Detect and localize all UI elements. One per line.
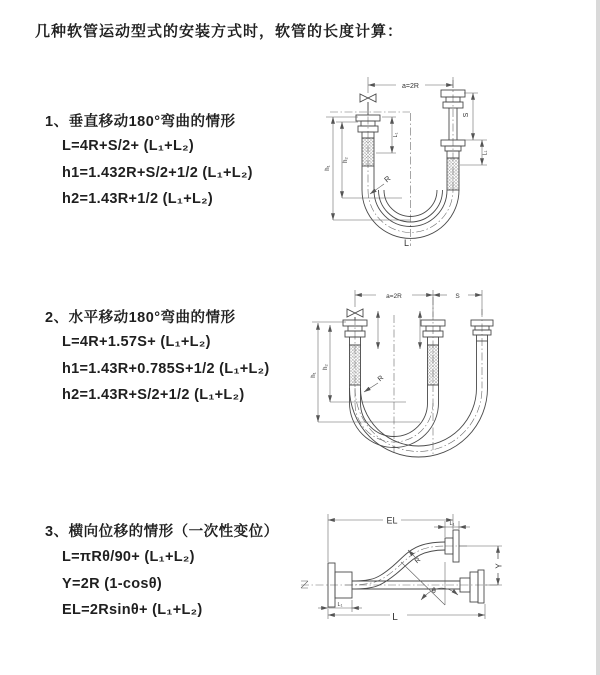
section-1-formula-l: L=4R+S/2+ (L₁+L₂)	[62, 138, 194, 154]
dim-label-h1: h₁	[325, 165, 331, 171]
section-3-formula-el: EL=2Rsinθ+ (L₁+L₂)	[62, 602, 203, 618]
centerlines	[355, 297, 482, 455]
diagram-2-horizontal-u-bend	[308, 283, 596, 478]
dim-label-r: R	[413, 556, 423, 566]
dimension-lines	[312, 290, 482, 422]
break-mark	[301, 581, 308, 588]
section-3-formula-y: Y=2R (1-cosθ)	[62, 576, 162, 592]
dim-label-h2: h₂	[323, 364, 329, 370]
dim-label-h1: h₁	[311, 372, 317, 378]
dim-label-l1-left: L₁	[337, 602, 343, 608]
dimension-lines	[318, 514, 502, 619]
dim-label-r: R	[382, 173, 393, 185]
section-1-heading: 1、垂直移动180°弯曲的情形	[45, 114, 236, 130]
dim-label-s: S	[463, 112, 470, 118]
u-bend-arcs	[350, 388, 488, 457]
page-title: 几种软管运动型式的安装方式时，软管的长度计算：	[35, 23, 404, 40]
scan-edge	[596, 0, 600, 675]
dim-label-r: R	[376, 374, 386, 384]
section-2-heading: 2、水平移动180°弯曲的情形	[45, 310, 236, 326]
angle-construction	[401, 550, 458, 605]
dim-label-l1-top: L₁	[449, 521, 455, 527]
section-2-formula-h2: h2=1.43R+S/2+1/2 (L₁+L₂)	[62, 387, 245, 403]
section-1-formula-h2: h2=1.43R+1/2 (L₁+L₂)	[62, 191, 214, 207]
dim-label-h2: h₂	[343, 157, 349, 163]
right-lower-flange	[460, 570, 484, 603]
dim-label-theta: θ	[432, 588, 436, 595]
dim-label-y: Y	[494, 563, 504, 569]
dimension-lines	[326, 77, 487, 220]
hose-displaced-position	[352, 542, 445, 589]
dim-label-l1-right: L₁	[482, 150, 489, 156]
dim-label-el: EL	[386, 515, 398, 526]
dim-label-l: L	[404, 238, 410, 248]
section-3-heading: 3、横向位移的情形（一次性变位）	[45, 524, 279, 540]
dim-label-l1-left: L₁	[393, 132, 399, 138]
dim-label-s: S	[455, 292, 460, 300]
section-2-formula-h1: h1=1.43R+0.785S+1/2 (L₁+L₂)	[62, 361, 270, 377]
dim-label-a2r: a=2R	[386, 292, 402, 300]
section-1-formula-h1: h1=1.432R+S/2+1/2 (L₁+L₂)	[62, 165, 253, 181]
section-3-formula-l: L=πRθ/90+ (L₁+L₂)	[62, 549, 195, 565]
section-2-formula-l: L=4R+1.57S+ (L₁+L₂)	[62, 334, 211, 350]
dim-label-l: L	[392, 612, 398, 623]
diagram-1-vertical-u-bend	[312, 68, 592, 268]
diagram-3-lateral-displacement	[295, 500, 507, 650]
dim-label-a2r: a=2R	[402, 82, 419, 90]
valve-icon	[347, 309, 363, 320]
